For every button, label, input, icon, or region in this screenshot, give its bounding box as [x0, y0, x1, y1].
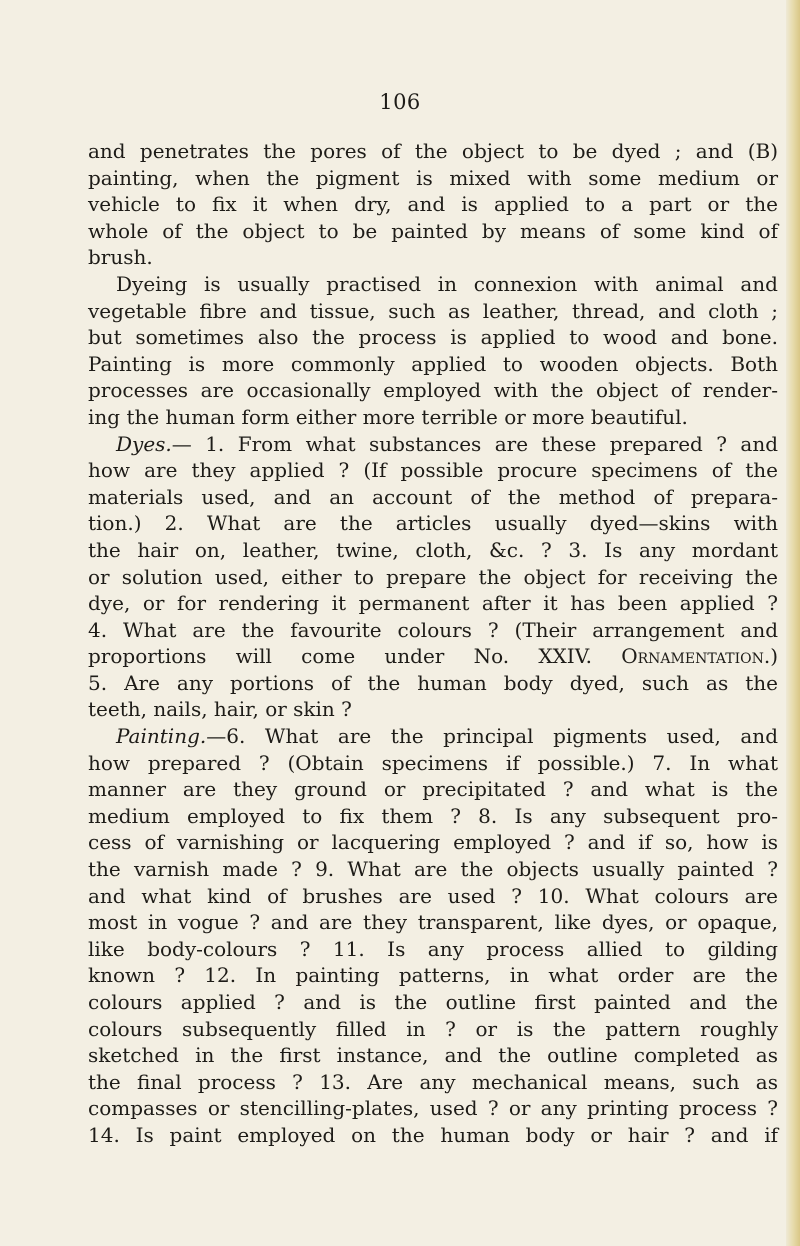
text-run: proportions will come under No. XXIV. — [88, 644, 622, 669]
text-line: and what kind of brushes are used ? 10. What colours are — [88, 883, 778, 908]
text-line: painting, when the pigment is mixed with some medium or — [88, 165, 778, 190]
ornamentation-reference: Ornamentation.) — [621, 644, 778, 669]
text-line-dyes — [88, 431, 778, 458]
text-line: processes are occasionally employed with the object of render- — [88, 378, 778, 403]
text-line: known ? 12. In painting patterns, in what order are the — [88, 963, 778, 988]
text-line: and penetrates the pores of the object to be dyed ; and (B) — [88, 139, 778, 163]
dyes-heading: Dyes. — [116, 431, 172, 456]
text-line: 4. What are the favourite colours ? (Their arrangement and — [88, 617, 778, 642]
text-line: medium employed to fix them ? 8. Is any subsequent pro- — [88, 803, 778, 828]
text-line: 5. Are any portions of the human body dyed, such as the — [88, 670, 778, 695]
text-line: tion.) 2. What are the articles usually dyed—skins with — [88, 511, 778, 536]
text-line: vegetable fibre and tissue, such as leather, thread, and cloth ; — [88, 298, 778, 323]
page-number: 106 — [379, 90, 421, 114]
text-line: Dyeing is usually practised in connexion with animal and — [116, 271, 778, 296]
text-line: compasses or stencilling-plates, used ? or any printing process ? — [88, 1096, 778, 1121]
text-line: manner are they ground or precipitated ? and what is the — [88, 777, 778, 802]
text-run: — 1. From what substances are these prepared ? and — [171, 431, 778, 456]
text-line: how are they applied ? (If possible procure specimens of the — [88, 458, 778, 483]
text-line: but sometimes also the process is applied to wood and bone. — [88, 325, 778, 350]
text-line: or solution used, either to prepare the object for receiving the — [88, 564, 778, 589]
text-line: the final process ? 13. Are any mechanical means, such as — [88, 1069, 778, 1094]
text-line: how prepared ? (Obtain specimens if possible.) 7. In what — [88, 750, 778, 775]
body-text — [88, 138, 778, 1149]
text-line-painting — [88, 723, 778, 750]
text-line: ing the human form either more terrible or more beautiful. — [88, 404, 688, 429]
text-line-ornamentation — [88, 643, 778, 670]
text-line: Painting is more commonly applied to wooden objects. Both — [88, 351, 778, 376]
text-line: brush. — [88, 245, 153, 270]
text-line: 14. Is paint employed on the human body or hair ? and if — [88, 1122, 778, 1147]
text-line: most in vogue ? and are they transparent, like dyes, or opaque, — [88, 910, 778, 935]
text-line: colours applied ? and is the outline first painted and the — [88, 990, 778, 1014]
text-line: cess of varnishing or lacquering employed ? and if so, how is — [88, 830, 778, 855]
text-line: sketched in the first instance, and the outline completed as — [88, 1043, 778, 1068]
text-line: like body-colours ? 11. Is any process allied to gilding — [88, 936, 778, 961]
page-edge-shading — [786, 0, 800, 1246]
text-run: —6. What are the principal pigments used, and — [206, 724, 778, 749]
text-line: dye, or for rendering it permanent after it has been applied ? — [88, 591, 778, 616]
painting-heading: Painting. — [116, 724, 207, 749]
text-line: whole of the object to be painted by means of some kind of — [88, 218, 778, 243]
text-line: vehicle to fix it when dry, and is applied to a part or the — [88, 192, 778, 217]
text-line: teeth, nails, hair, or skin ? — [88, 697, 352, 722]
text-line: the hair on, leather, twine, cloth, &c. ? 3. Is any mordant — [88, 537, 778, 562]
text-line: colours subsequently filled in ? or is the pattern roughly — [88, 1016, 778, 1041]
text-line: materials used, and an account of the method of prepara- — [88, 484, 778, 509]
text-line: the varnish made ? 9. What are the objects usually painted ? — [88, 857, 778, 882]
